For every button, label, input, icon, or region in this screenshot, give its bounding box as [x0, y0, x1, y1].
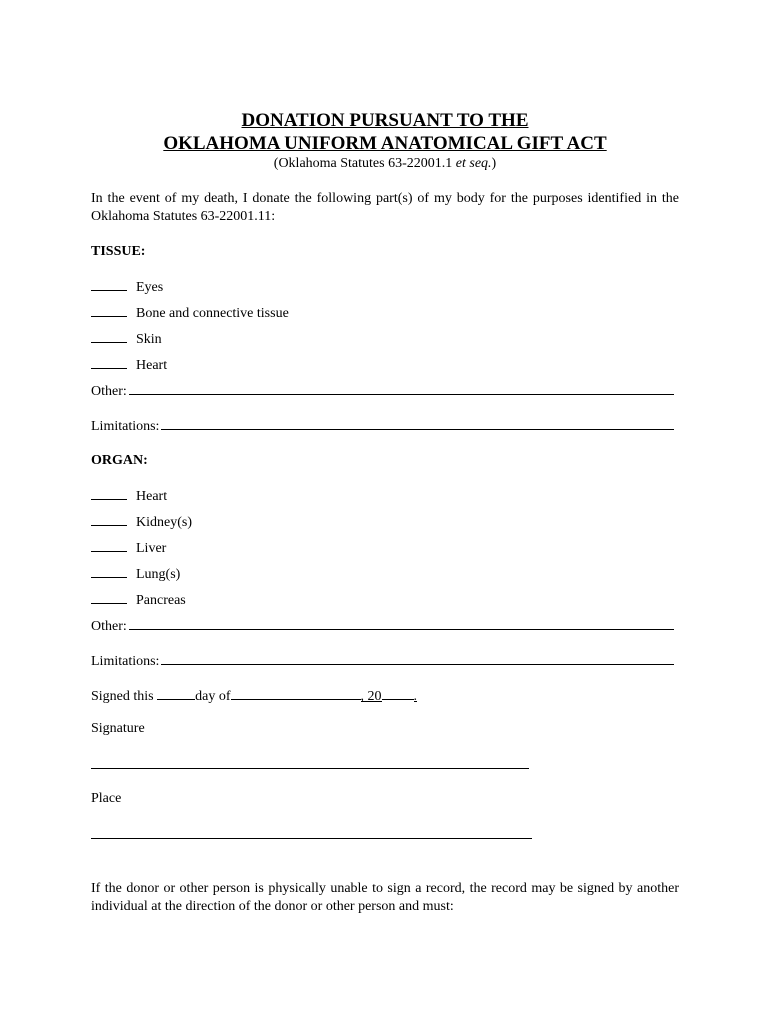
- statute-citation: [0, 155, 770, 173]
- tissue-item-eyes[interactable]: [91, 277, 163, 295]
- organ-other-field[interactable]: [91, 616, 674, 634]
- tissue-limitations-field[interactable]: [91, 416, 674, 434]
- footer-paragraph: If the donor or other person is physically unable to sign a record, the record may be signed by another individual at the direction of the donor or other person and must:: [91, 881, 679, 914]
- check-blank[interactable]: [91, 277, 127, 291]
- check-blank[interactable]: [91, 564, 127, 578]
- organ-limitations-field[interactable]: [91, 651, 674, 669]
- tissue-other-field[interactable]: [91, 381, 674, 399]
- check-blank[interactable]: [91, 303, 127, 317]
- signed-date-line: [91, 686, 417, 704]
- signature-label: Signature: [91, 721, 145, 736]
- organ-other-label: Other:: [91, 619, 127, 634]
- tissue-item-bone[interactable]: [91, 303, 289, 321]
- organ-item-kidneys[interactable]: [91, 512, 192, 530]
- organ-limitations-label: Limitations:: [91, 654, 160, 669]
- tissue-heading: TISSUE:: [91, 244, 146, 259]
- signed-end: .: [413, 689, 418, 704]
- day-of-label: day of: [195, 689, 231, 704]
- tissue-item-skin[interactable]: [91, 329, 162, 347]
- signature-line[interactable]: [91, 768, 529, 769]
- tissue-other-label: Other:: [91, 384, 127, 399]
- citation-italic: et seq.: [455, 156, 492, 171]
- tissue-other-line[interactable]: [129, 381, 674, 395]
- organ-item-label: Liver: [136, 541, 167, 556]
- year-blank[interactable]: [382, 686, 414, 700]
- month-blank[interactable]: [231, 686, 361, 700]
- organ-item-lungs[interactable]: [91, 564, 180, 582]
- citation-suffix: ): [491, 156, 497, 171]
- tissue-item-label: Eyes: [136, 280, 164, 295]
- organ-limitations-line[interactable]: [161, 651, 674, 665]
- check-blank[interactable]: [91, 355, 127, 369]
- tissue-limitations-label: Limitations:: [91, 419, 160, 434]
- document-title-line-1: DONATION PURSUANT TO THE: [241, 110, 529, 131]
- check-blank[interactable]: [91, 590, 127, 604]
- organ-heading: ORGAN:: [91, 453, 148, 468]
- organ-item-label: Pancreas: [136, 593, 186, 608]
- organ-item-heart[interactable]: [91, 486, 167, 504]
- place-label: Place: [91, 791, 122, 806]
- organ-item-label: Heart: [136, 489, 168, 504]
- day-blank[interactable]: [157, 686, 195, 700]
- check-blank[interactable]: [91, 538, 127, 552]
- organ-item-label: Lung(s): [136, 567, 181, 582]
- year-prefix: , 20: [360, 689, 382, 704]
- tissue-limitations-line[interactable]: [161, 416, 674, 430]
- organ-item-pancreas[interactable]: [91, 590, 186, 608]
- organ-item-label: Kidney(s): [136, 515, 192, 530]
- tissue-item-heart[interactable]: [91, 355, 167, 373]
- tissue-item-label: Bone and connective tissue: [136, 306, 289, 321]
- organ-item-liver[interactable]: [91, 538, 166, 556]
- citation-prefix: (Oklahoma Statutes 63-22001.1: [273, 156, 456, 171]
- organ-other-line[interactable]: [129, 616, 674, 630]
- place-line[interactable]: [91, 838, 532, 839]
- check-blank[interactable]: [91, 329, 127, 343]
- signed-prefix: Signed this: [91, 689, 154, 704]
- intro-paragraph: In the event of my death, I donate the following part(s) of my body for the purposes identified in the Oklahoma Statutes 63-22001.11:: [91, 191, 679, 224]
- tissue-item-label: Skin: [136, 332, 162, 347]
- check-blank[interactable]: [91, 512, 127, 526]
- tissue-item-label: Heart: [136, 358, 168, 373]
- check-blank[interactable]: [91, 486, 127, 500]
- document-title-line-2: OKLAHOMA UNIFORM ANATOMICAL GIFT ACT: [163, 133, 607, 154]
